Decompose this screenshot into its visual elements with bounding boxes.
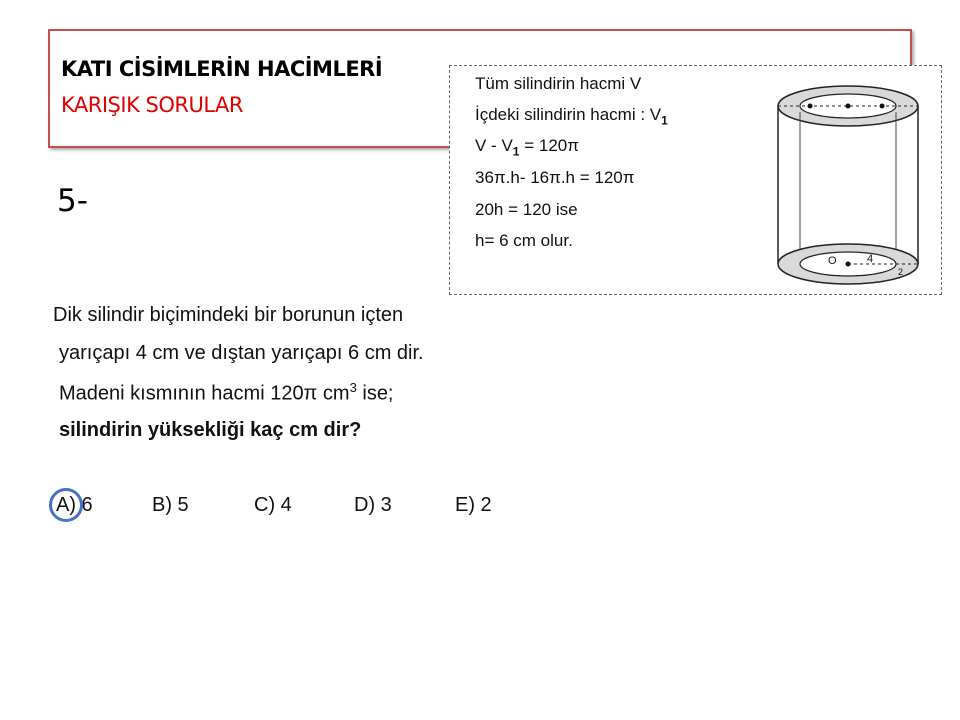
slide-title: KATI CİSİMLERİN HACİMLERİ (61, 57, 383, 81)
question-line-3: Madeni kısmının hacmi 120π $cm^3$ ise; (59, 380, 394, 405)
question-number: 5- (57, 183, 88, 219)
question-line-1: Dik silindir biçimindeki bir borunun içten (53, 304, 404, 326)
ring-width-label: 2 (898, 267, 904, 277)
solution-line-6: h= 6 cm olur. (475, 231, 573, 250)
question-line-2: yarıçapı 4 cm ve dıştan yarıçapı 6 cm dir. (59, 342, 424, 364)
inner-radius-label: 4 (867, 253, 874, 265)
slide-subtitle: KARIŞIK SORULAR (61, 93, 243, 117)
answer-circle-mark (49, 488, 83, 522)
hollow-cylinder-figure (770, 72, 930, 290)
solution-line-4: 36π.h- 16π.h = 120π (475, 168, 635, 187)
question-line-4: silindirin yüksekliği kaç cm dir? (59, 419, 362, 441)
option-b[interactable]: B) 5 (152, 494, 189, 516)
option-d[interactable]: D) 3 (354, 494, 392, 516)
solution-line-3: $V - V_1 = 120\pi$ (475, 136, 579, 159)
center-label: O (828, 255, 837, 267)
option-e[interactable]: E) 2 (455, 494, 492, 516)
solution-line-1: Tüm silindirin hacmi V (475, 74, 642, 93)
solution-line-5: 20h = 120 ise (475, 200, 578, 219)
option-c[interactable]: C) 4 (254, 494, 292, 516)
option-a[interactable]: A) 6 (56, 494, 93, 516)
solution-box (449, 65, 942, 295)
solution-line-2: İçdeki silindirin hacmi : $V_1$ (475, 105, 668, 128)
